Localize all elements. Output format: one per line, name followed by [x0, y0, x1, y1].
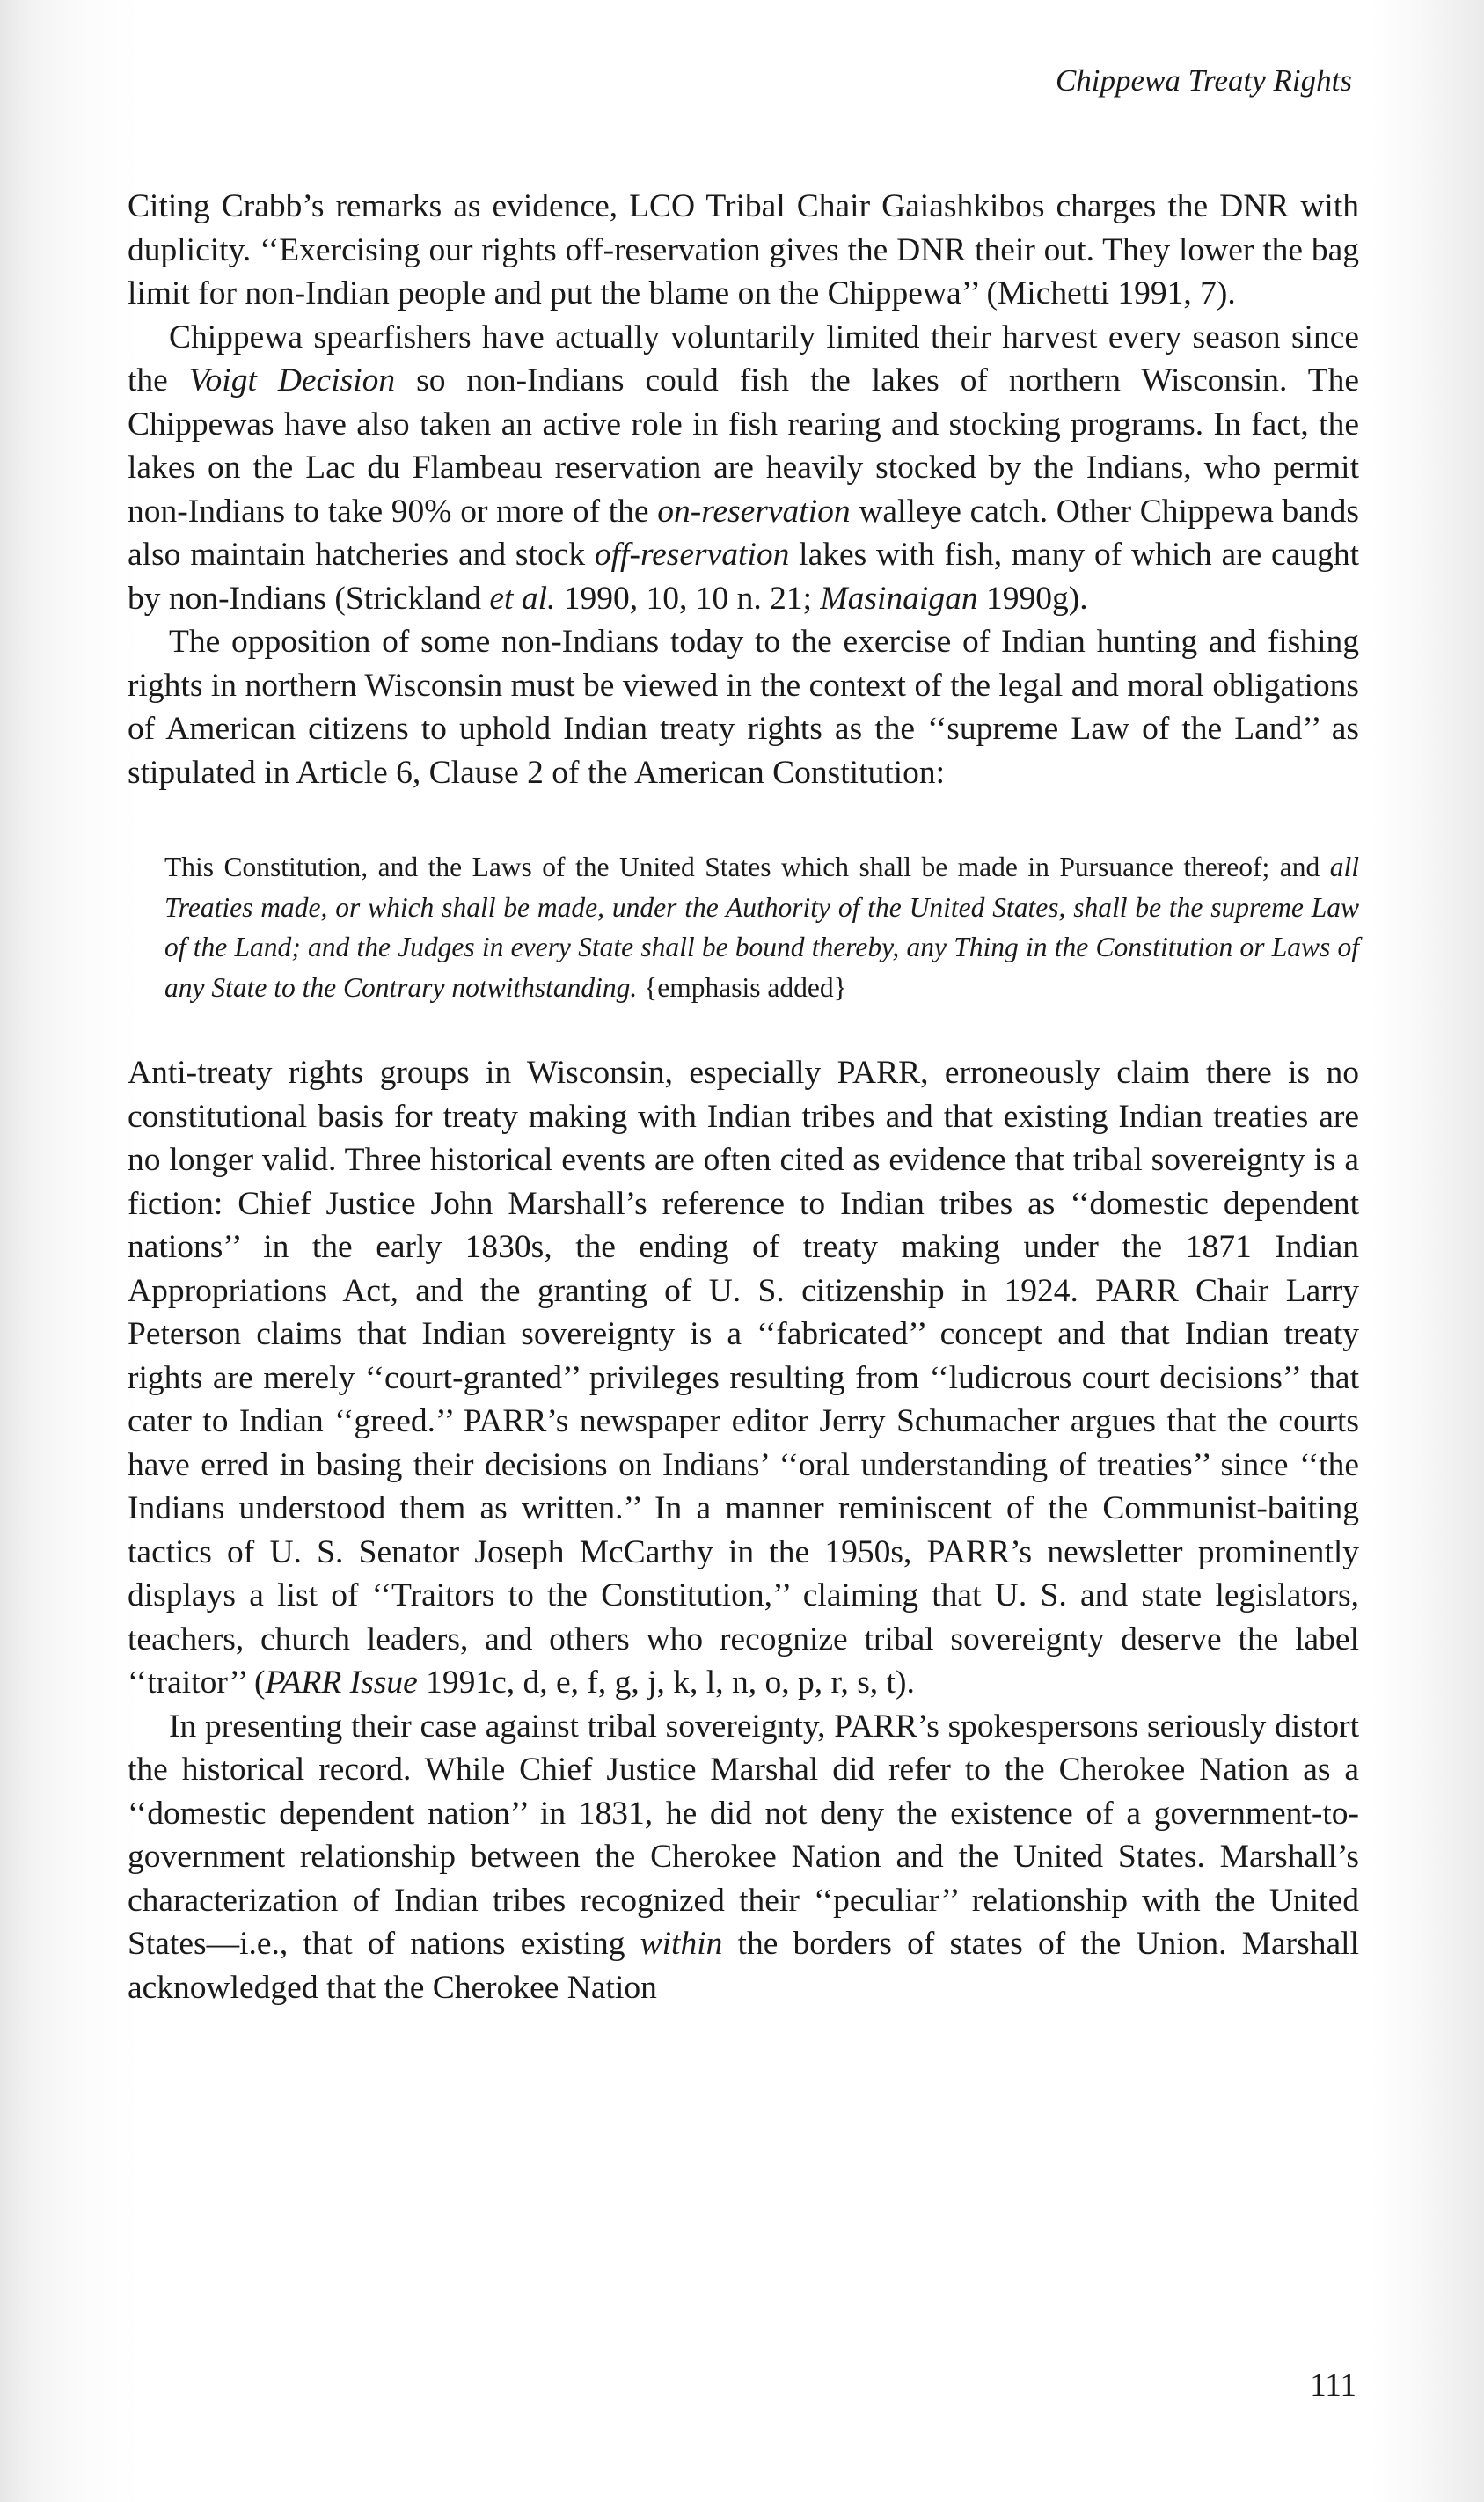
- paragraph-opposition: [128, 620, 1359, 794]
- italic-text-run: Masinaigan: [820, 580, 978, 617]
- text-run: This Constitution, and the Laws of the United States which shall be made in Pursuance thereof; and: [164, 852, 1330, 882]
- running-head: Chippewa Treaty Rights: [1055, 63, 1352, 98]
- text-run: The opposition of some non-Indians today to the exercise of Indian hunting and fishing rights in northern Wisconsin must be viewed in the context of the legal and moral obligations of American citizens to uphold Indian treaty rights as the ‘‘supreme Law of the Land’’ as stipulated in Article 6, Clause 2 of the American Constitution:: [128, 624, 1359, 791]
- text-run: 1990, 10, 10 n. 21;: [555, 580, 821, 617]
- text-run: In presenting their case against tribal sovereignty, PARR’s spokespersons seriously distort the historical record. While Chief Justice Marshal did refer to the Cherokee Nation as a ‘‘domestic dependent nation’’ in 1831, he did not deny the existence of a government-to-government relationship between the Cherokee Nation and the United States. Marshall’s characterization of Indian tribes recognized their ‘‘peculiar’’ relationship with the United States—i.e., that of nations existing: [128, 1708, 1359, 1962]
- italic-text-run: off-reservation: [594, 537, 790, 573]
- paragraph-spearfishers: [128, 316, 1359, 621]
- italic-text-run: within: [640, 1926, 723, 1962]
- body-text: [128, 185, 1359, 2009]
- italic-text-run: PARR Issue: [265, 1664, 418, 1701]
- italic-text-run: on-reservation: [657, 493, 851, 530]
- paragraph-crabb-remarks: [128, 185, 1359, 316]
- text-run: {emphasis added}: [637, 971, 847, 1003]
- paragraph-tribal-sovereignty: [128, 1705, 1359, 2010]
- block-quote-constitution: [164, 847, 1359, 1007]
- text-run: 1990g).: [977, 580, 1088, 617]
- text-run: lakes with fish, many of which are caught by non-Indians (Strickland: [128, 537, 1359, 617]
- text-run: 1991c, d, e, f, g, j, k, l, n, o, p, r, s, t).: [417, 1664, 915, 1701]
- paragraph-anti-treaty-groups: [128, 1051, 1359, 1705]
- text-run: Chippewa spearfishers have actually voluntarily limited their harvest every season since the: [128, 318, 1359, 399]
- text-run: so non-Indians could fish the lakes of northern Wisconsin. The Chippewas have also taken an active role in fish rearing and stocking programs. In fact, the lakes on the Lac du Flambeau reservation are heavily stocked by the Indians, who permit non-Indians to take 90% or more of the: [128, 362, 1360, 530]
- text-run: walleye catch. Other Chippewa bands also maintain hatcheries and stock: [128, 493, 1360, 573]
- text-run: the borders of states of the Union. Marshall acknowledged that the Cherokee Nation: [128, 1926, 1359, 2006]
- italic-text-run: all Treaties made, or which shall be made, under the Authority of the United States, shall be the supreme Law of the Land; and the Judges in every State shall be bound thereby, any Thing in the Constitution or Laws of any State to the Contrary notwithstanding.: [164, 852, 1359, 1003]
- italic-text-run: et al.: [489, 580, 556, 617]
- text-run: Anti-treaty rights groups in Wisconsin, especially PARR, erroneously claim there is no constitutional basis for treaty making with Indian tribes and that existing Indian treaties are no longer valid. Three historical events are often cited as evidence that tribal sovereignty is a fiction: Chief Justice John Marshall’s reference to Indian tribes as ‘‘domestic dependent nations’’ in the early 1830s, the ending of treaty making under the 1871 Indian Appropriations Act, and the granting of U. S. citizenship in 1924. PARR Chair Larry Peterson claims that Indian sovereignty is a ‘‘fabricated’’ concept and that Indian treaty rights are merely ‘‘court-granted’’ privileges resulting from ‘‘ludicrous court decisions’’ that cater to Indian ‘‘greed.’’ PARR’s newspaper editor Jerry Schumacher argues that the courts have erred in basing their decisions on Indians’ ‘‘oral understanding of treaties’’ since ‘‘the Indians understood them as written.’’ In a manner reminiscent of the Communist-baiting tactics of U. S. Senator Joseph McCarthy in the 1950s, PARR’s newsletter prominently displays a list of ‘‘Traitors to the Constitution,’’ claiming that U. S. and state legislators, teachers, church leaders, and others who recognize tribal sovereignty deserve the label ‘‘traitor’’ (: [128, 1055, 1359, 1701]
- page-number: 111: [1310, 2367, 1356, 2403]
- italic-text-run: Voigt Decision: [188, 362, 396, 399]
- text-run: Citing Crabb’s remarks as evidence, LCO Tribal Chair Gaiashkibos charges the DNR with duplicity. ‘‘Exercising our rights off-reservation gives the DNR their out. They lower the bag limit for non-Indian people and put the blame on the Chippewa’’ (Michetti 1991, 7).: [128, 188, 1359, 311]
